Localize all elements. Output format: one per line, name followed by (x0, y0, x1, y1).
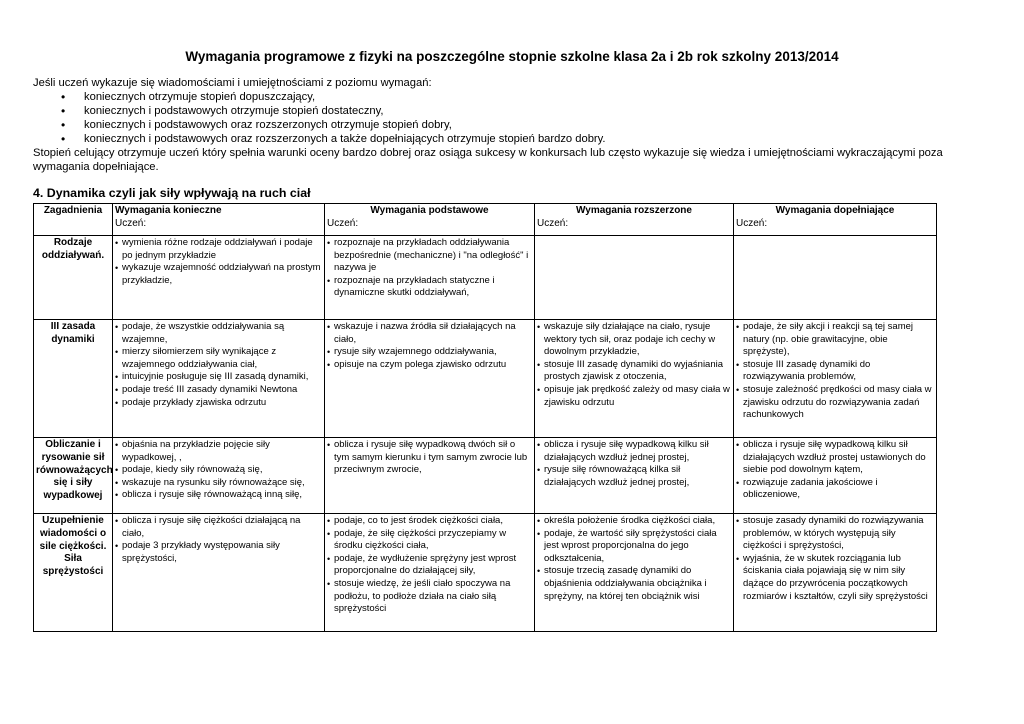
requirement-item: • oblicza i rysuje siłę równoważącą inną siłę, (115, 489, 322, 502)
intro-lead: Jeśli uczeń wykazuje się wiadomościami i umiejętnościami z poziomu wymagań: (33, 77, 432, 89)
table-header-row (34, 204, 937, 236)
table-row (34, 514, 937, 632)
header-topic: Zagadnienia (34, 204, 113, 236)
requirement-item: • podaje, że wydłużenie sprężyny jest wprost proporcjonalne do działającej siły, (327, 553, 532, 578)
requirement-item: • wskazuje i nazwa źródła sił działających na ciało, (327, 321, 532, 346)
requirement-item: • podaje przykłady zjawiska odrzutu (115, 397, 322, 410)
requirement-cell (113, 320, 325, 438)
table-row (34, 236, 937, 320)
requirement-list (115, 237, 322, 287)
requirement-item: • określa położenie środka ciężkości ciała, (537, 515, 731, 528)
requirement-item: • oblicza i rysuje siłę ciężkości działającą na ciało, (115, 515, 322, 540)
requirement-item: • oblicza i rysuje siłę wypadkową kilku sił działających wzdłuż prostej ustawionych do siebie pod dowolnym kątem, (736, 439, 934, 477)
requirement-cell (325, 514, 535, 632)
requirement-cell (734, 438, 937, 514)
topic-cell: Rodzaje oddziaływań. (34, 236, 113, 320)
header-column-sub: Uczeń: (115, 217, 147, 229)
requirement-cell (325, 320, 535, 438)
table-row (34, 320, 937, 438)
grade-criterion: • koniecznych i podstawowych oraz rozszerzonych a także dopełniających otrzymuje stopień bardzo dobry. (33, 132, 993, 146)
requirement-cell (734, 320, 937, 438)
requirement-item: • wskazuje siły działające na ciało, rysuje wektory tych sił, oraz podaje ich cechy w dowolnym przykładzie, (537, 321, 731, 359)
requirement-list (327, 515, 532, 616)
requirement-item: • intuicyjnie posługuje się III zasadą dynamiki, (115, 371, 322, 384)
intro-closing: Stopień celujący otrzymuje uczeń który spełnia warunki oceny bardzo dobrej oraz osiąga sukcesy w konkursach lub często wykazuje się wiedza i umiejętnościami wykraczającymi poza wymagania dopełniające. (33, 147, 943, 173)
requirements-table (33, 203, 937, 632)
requirement-cell (734, 236, 937, 320)
requirement-cell (734, 514, 937, 632)
requirement-item: • oblicza i rysuje siłę wypadkową kilku sił działających wzdłuż jednej prostej, (537, 439, 731, 464)
grade-criterion: • koniecznych i podstawowych otrzymuje stopień dostateczny, (33, 104, 993, 118)
header-column (113, 204, 325, 236)
grade-criteria-list (33, 90, 993, 146)
requirement-list (327, 321, 532, 371)
requirement-item: • podaje treść III zasady dynamiki Newtona (115, 384, 322, 397)
header-column-name: Wymagania dopełniające (775, 205, 895, 216)
requirement-item: • podaje 3 przykłady występowania siły sprężystości, (115, 540, 322, 565)
requirement-item: • podaje, co to jest środek ciężkości ciała, (327, 515, 532, 528)
grading-intro (33, 76, 993, 174)
requirement-cell (535, 514, 734, 632)
requirement-item: • podaje, kiedy siły równoważą się, (115, 464, 322, 477)
requirement-list (537, 321, 731, 409)
requirement-list (736, 321, 934, 422)
header-column-sub: Uczeń: (327, 217, 359, 229)
grade-criterion: • koniecznych i podstawowych oraz rozszerzonych otrzymuje stopień dobry, (33, 118, 993, 132)
requirement-cell (113, 236, 325, 320)
requirement-item: • podaje, że wszystkie oddziaływania są wzajemne, (115, 321, 322, 346)
requirement-list (115, 515, 322, 565)
requirement-list (736, 515, 934, 603)
header-column (734, 204, 937, 236)
requirement-cell (113, 514, 325, 632)
header-column-sub: Uczeń: (537, 217, 569, 229)
requirement-item: • podaje, że siłę ciężkości przyczepiamy w środku ciężkości ciała, (327, 528, 532, 553)
header-column-name: Wymagania konieczne (115, 205, 222, 216)
requirement-item: • oblicza i rysuje siłę wypadkową dwóch sił o tym samym kierunku i tym samym zwrocie lub przeciwnym zwrocie, (327, 439, 532, 477)
requirement-item: • opisuje na czym polega zjawisko odrzutu (327, 359, 532, 372)
header-column-name: Wymagania rozszerzone (576, 205, 692, 216)
header-column (535, 204, 734, 236)
topic-cell: Uzupełnienie wiadomości o sile ciężkości. Siła sprężystości (34, 514, 113, 632)
requirement-cell (535, 320, 734, 438)
requirement-item: • stosuje III zasadę dynamiki do rozwiązywania problemów, (736, 359, 934, 384)
requirement-item: • mierzy siłomierzem siły wynikające z wzajemnego oddziaływania ciał, (115, 346, 322, 371)
requirement-item: • stosuje trzecią zasadę dynamiki do objaśnienia oddziaływania obciążnika i sprężyny, na której ten obciążnik wisi (537, 565, 731, 603)
header-column (325, 204, 535, 236)
requirement-list (115, 439, 322, 502)
requirement-list (115, 321, 322, 409)
requirement-list (327, 237, 532, 300)
header-column-name: Wymagania podstawowe (370, 205, 489, 216)
requirement-item: • rysuje siły wzajemnego oddziaływania, (327, 346, 532, 359)
requirement-list (537, 515, 731, 603)
grade-criterion: • koniecznych otrzymuje stopień dopuszczający, (33, 90, 993, 104)
requirement-list (327, 439, 532, 477)
requirement-item: • stosuje III zasadę dynamiki do wyjaśniania prostych zjawisk z otoczenia, (537, 359, 731, 384)
requirement-item: • stosuje zasady dynamiki do rozwiązywania problemów, w których występują siły ciężkości i sprężystości, (736, 515, 934, 553)
requirement-item: • stosuje zależność prędkości od masy ciała w zjawisku odrzutu do rozwiązywania zadań rachunkowych (736, 384, 934, 422)
requirement-cell (535, 236, 734, 320)
requirement-cell (535, 438, 734, 514)
requirement-item: • wykazuje wzajemność oddziaływań na prostym przykładzie, (115, 262, 322, 287)
requirement-item: • objaśnia na przykładzie pojęcie siły wypadkowej, , (115, 439, 322, 464)
topic-cell: III zasada dynamiki (34, 320, 113, 438)
requirement-cell (325, 236, 535, 320)
requirement-list (537, 439, 731, 489)
header-column-sub: Uczeń: (736, 217, 768, 229)
requirement-item: • stosuje wiedzę, że jeśli ciało spoczywa na podłożu, to podłoże działa na ciało siłą sprężystości (327, 578, 532, 616)
requirement-item: • opisuje jak prędkość zależy od masy ciała w zjawisku odrzutu (537, 384, 731, 409)
section-title: 4. Dynamika czyli jak siły wpływają na ruch ciał (33, 186, 311, 200)
requirement-item: • podaje, że wartość siły sprężystości ciała jest wprost proporcjonalna do jego odkształcenia, (537, 528, 731, 566)
table-row (34, 438, 937, 514)
topic-cell: Obliczanie i rysowanie sił równoważących się i siły wypadkowej (34, 438, 113, 514)
requirement-item: • rozpoznaje na przykładach statyczne i dynamiczne skutki oddziaływań, (327, 275, 532, 300)
document-title: Wymagania programowe z fizyki na poszczególne stopnie szkolne klasa 2a i 2b rok szkolny 2013/2014 (185, 49, 839, 64)
requirement-item: • podaje, że siły akcji i reakcji są tej samej natury (np. obie grawitacyjne, obie sprężyste), (736, 321, 934, 359)
requirement-item: • wyjaśnia, że w skutek rozciągania lub ściskania ciała pojawiają się w nim siły dążące do przywrócenia początkowych rozmiarów i kształtów, czyli siły sprężystości (736, 553, 934, 603)
requirement-cell (113, 438, 325, 514)
requirement-cell (325, 438, 535, 514)
requirement-item: • rozwiązuje zadania jakościowe i obliczeniowe, (736, 477, 934, 502)
requirement-item: • wskazuje na rysunku siły równoważące się, (115, 477, 322, 490)
requirement-list (736, 439, 934, 502)
requirement-item: • wymienia różne rodzaje oddziaływań i podaje po jednym przykładzie (115, 237, 322, 262)
requirement-item: • rysuje siłę równoważącą kilka sił działających wzdłuż jednej prostej, (537, 464, 731, 489)
requirement-item: • rozpoznaje na przykładach oddziaływania bezpośrednie (mechaniczne) i "na odległość" i nazywa je (327, 237, 532, 275)
